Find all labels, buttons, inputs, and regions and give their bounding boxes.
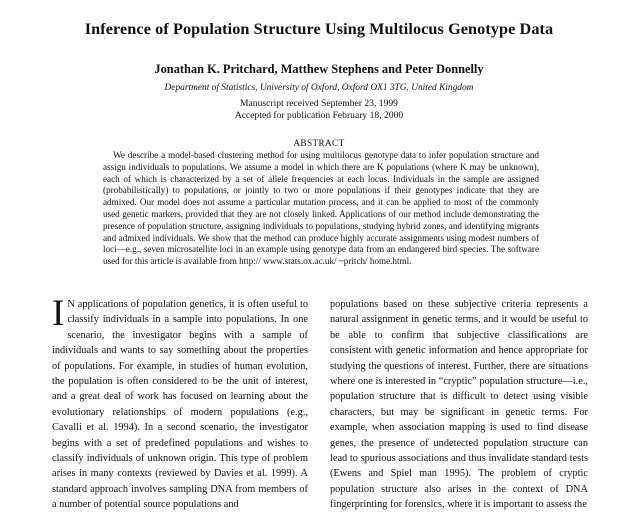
drop-cap: I — [52, 293, 65, 334]
body-column-left — [52, 293, 308, 513]
received-date: Manuscript received September 23, 1999 — [240, 98, 398, 109]
accepted-date: Accepted for publication February 18, 2000 — [234, 110, 404, 121]
body-column-right: populations based on these subjective criteria represents a natural assignment in genetic terms, and it would be useful to be able to confirm that subjective classifications are consistent with genetic information and hence appropriate for studying the questions of interest. Further, there are situations where one is interested in “cryptic” population structure—i.e., population structure that is difficult to detect using visible characters, but may be significant in genetic terms. For example, when association mapping is used to find disease genes, the presence of undetected population structure can lead to spurious associations and thus invalidate standard tests (Ewens and Spiel man 1995). The problem of cryptic population structure also arises in the context of DNA fingerprinting for forensics, where it is important to assess the — [330, 299, 588, 511]
abstract-heading: ABSTRACT — [293, 138, 345, 148]
abstract-text: We describe a model-based clustering method for using multilocus genotype data to infer population structure and assign individuals to populations. We assume a model in which there are K populations (where K may be unknown), each of which is characterized by a set of allele frequencies at each locus. Individuals in the sample are assigned (probabilistically) to populations, or jointly to two or more populations if their genotypes indicate that they are admixed. Our model does not assume a particular mutation process, and it can be applied to most of the commonly used genetic markers, provided that they are not closely linked. Applications of our method include demonstrating the presence of population structure, assigning individuals to populations, studying hybrid zones, and identifying migrants and admixed individuals. We show that the method can produce highly accurate assignments using modest numbers of loci—e.g., seven microsatellite loci in an example using genotype data from an endangered bird species. The software used for this article is available from http:// www.stats.ox.ac.uk/ ~pritch/ home.html. — [103, 150, 539, 267]
author-list: Jonathan K. Pritchard, Matthew Stephens and Peter Donnelly — [154, 62, 484, 76]
paper-title: Inference of Population Structure Using Multilocus Genotype Data — [84, 20, 554, 38]
body-left-text: N applications of population genetics, it is often useful to classify individuals in a sample into populations. In one scenario, the investigator begins with a sample of individuals and wants to say something about the properties of populations. For example, in studies of human evolution, the population is often considered to be the unit of interest, and a great deal of work has focused on learning about the evolutionary relationships of modern populations (e.g., Cavalli et al. 1994). In a second scenario, the investigator begins with a set of predefined populations and wishes to classify individuals of unknown origin. This type of problem arises in many contexts (reviewed by Davies et al. 1999). A standard approach involves sampling DNA from members of a number of potential source populations and — [52, 299, 308, 511]
affiliation: Department of Statistics, University of Oxford, Oxford OX1 3TG, United Kingdom — [164, 83, 474, 93]
